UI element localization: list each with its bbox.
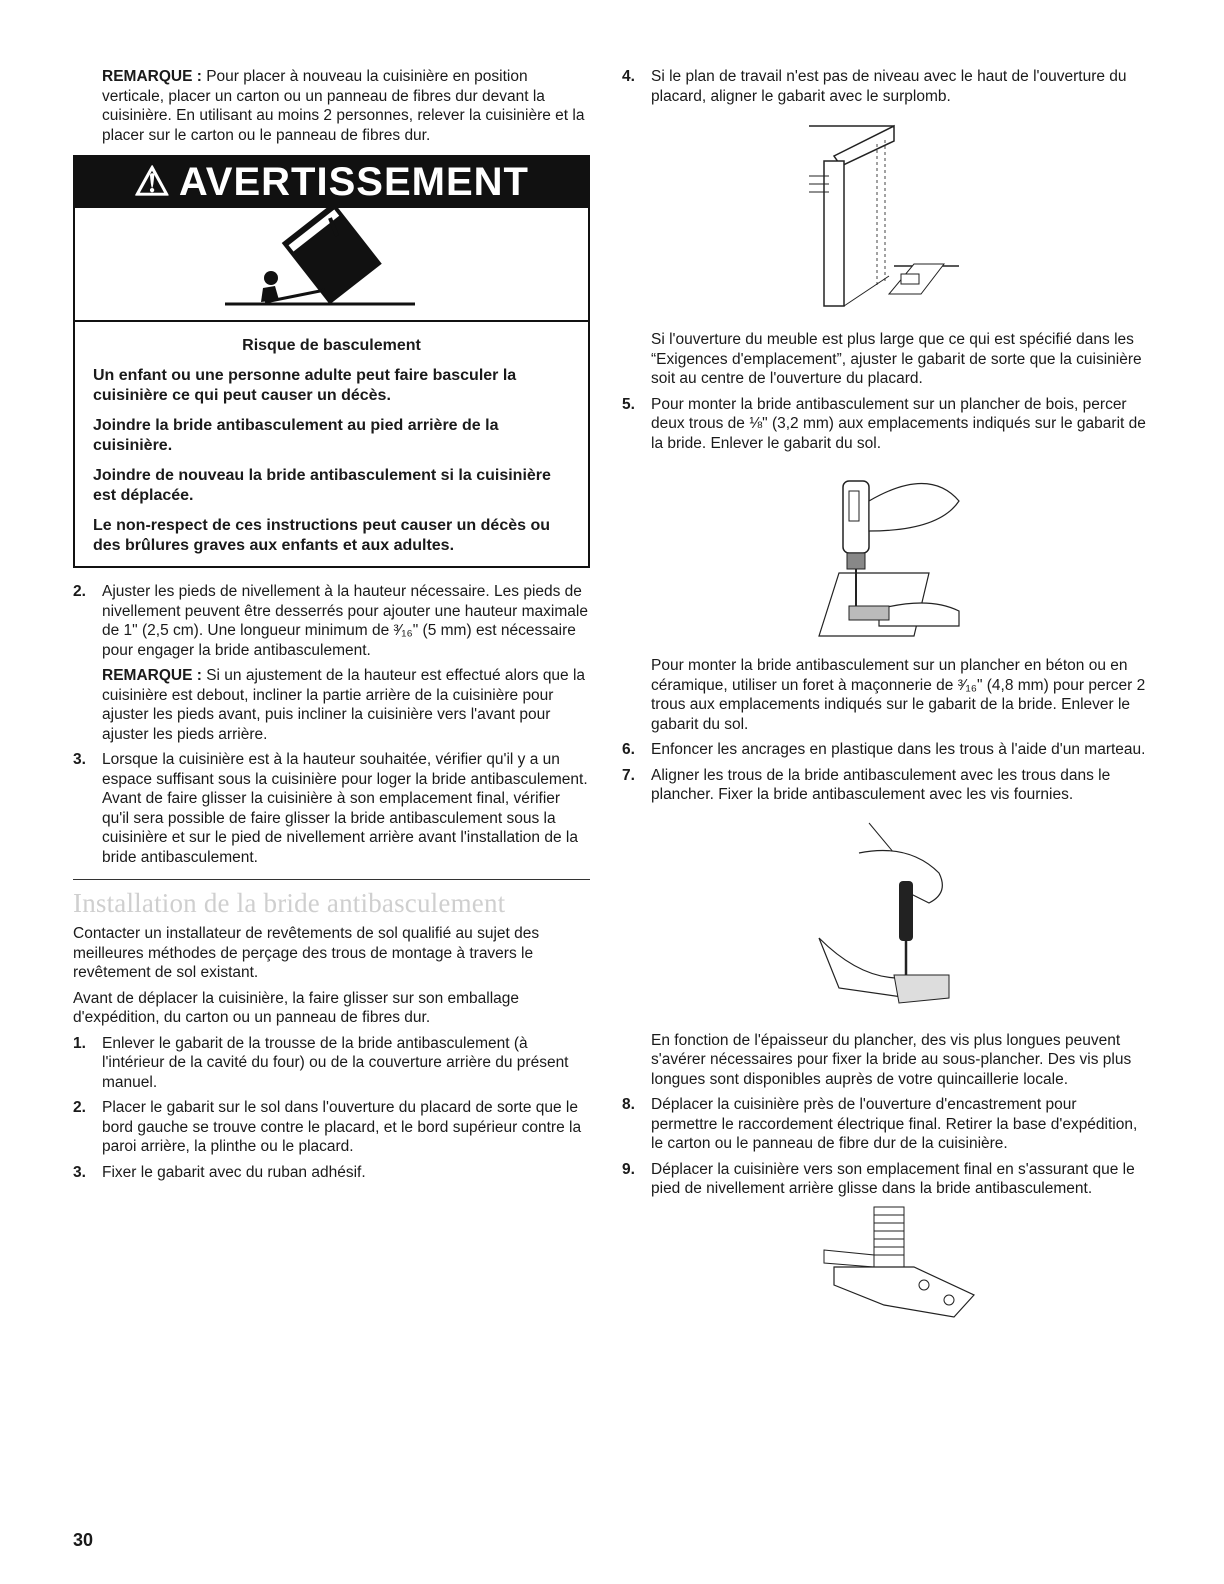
warning-header xyxy=(75,157,588,208)
left-column xyxy=(73,67,590,1188)
step-6 xyxy=(622,740,1147,760)
screwdriver-illustration xyxy=(799,813,999,1013)
step-number: 7. xyxy=(622,766,635,784)
warning-heading: AVERTISSEMENT xyxy=(178,159,529,204)
step-note: En fonction de l'épaisseur du plancher, des vis plus longues peuvent s'avérer nécessaires pour fixer la bride au sous-plancher. Des vis plus longues sont disponibles auprès de votre quincaillerie locale. xyxy=(651,1031,1132,1088)
step-number: 6. xyxy=(622,741,635,758)
page-number: 30 xyxy=(73,1530,94,1550)
step-number: 1. xyxy=(73,1034,86,1052)
warning-box xyxy=(73,155,590,568)
step-4 xyxy=(622,67,1147,389)
warning-line: Joindre la bride antibasculement au pied arrière de la cuisinière. xyxy=(93,417,499,454)
intro-paragraph: Contacter un installateur de revêtements de sol qualifié au sujet des meilleures méthodes de perçage des trous de montage à travers le revêtement de sol existant. xyxy=(73,925,540,981)
step-text: Si le plan de travail n'est pas de niveau avec le haut de l'ouverture du placard, aligner le gabarit avec le surplomb. xyxy=(651,68,1127,105)
section-divider xyxy=(73,879,590,880)
step-number: 5. xyxy=(622,395,635,413)
step-text: Ajuster les pieds de nivellement à la hauteur nécessaire. Les pieds de nivellement peuvent être desserrés pour ajouter une hauteur maximale de 1" (2,5 cm). Une longueur minimum de ³⁄₁₆" (5 mm) est nécessaire pour engager la bride antibasculement. xyxy=(102,583,588,659)
step-text: Lorsque la cuisinière est à la hauteur souhaitée, vérifier qu'il y a un espace suffisant sous la cuisinière pour loger la bride antibasculement. Avant de faire glisser la cuisinière à son emplacement final, vérifier qu'il sera possible de faire glisser la bride antibasculement sous la cuisinière et sur le pied de nivellement arrière avant l'installation de la bride antibasculement. xyxy=(102,751,588,866)
step-text: Déplacer la cuisinière près de l'ouverture d'encastrement pour permettre le raccordement électrique final. Retirer la base d'expédition, le carton ou le panneau de fibre dur de la cuisinière. xyxy=(651,1096,1138,1152)
section-title: Installation de la bride antibasculement xyxy=(73,888,506,918)
remarque-text: Si un ajustement de la hauteur est effectué alors que la cuisinière est debout, incliner la partie arrière de la cuisinière pour ajuster les pieds avant, puis incliner la cuisinière vers l'avant pour ajuster les pieds arrière. xyxy=(102,667,586,743)
step-text: Pour monter la bride antibasculement sur un plancher de bois, percer deux trous de ⅛" (3,2 mm) aux emplacements indiqués sur le gabarit de la bride. Enlever le gabarit du sol. xyxy=(651,395,1146,452)
warning-body xyxy=(75,322,588,566)
remarque-note xyxy=(102,67,590,145)
step-3 xyxy=(73,750,590,867)
tipping-range-icon xyxy=(75,208,588,320)
step-7 xyxy=(622,766,1147,1090)
step-text: Enlever le gabarit de la trousse de la bride antibasculement (à l'intérieur de la cavité du four) ou de la couverture arrière du présent manuel. xyxy=(102,1034,569,1091)
right-column xyxy=(622,67,1147,1336)
warning-line: Le non-respect de ces instructions peut causer un décès ou des brûlures graves aux enfants et aux adultes. xyxy=(93,517,551,554)
step-5 xyxy=(622,395,1147,735)
step-text: Fixer le gabarit avec du ruban adhésif. xyxy=(102,1163,366,1181)
step-text: Placer le gabarit sur le sol dans l'ouverture du placard de sorte que le bord gauche se trouve contre le placard, et le bord supérieur contre la paroi arrière, la plinthe ou le placard. xyxy=(102,1099,582,1155)
step-number: 3. xyxy=(73,751,86,768)
install-step-1 xyxy=(73,1034,590,1093)
remarque-text: Pour placer à nouveau la cuisinière en position verticale, placer un carton ou un panneau de fibres dur devant la cuisinière. En utilisant au moins 2 personnes, relever la cuisinière et la placer sur le carton ou le panneau de fibres dur. xyxy=(102,68,585,144)
step-text: Enfoncer les ancrages en plastique dans les trous à l'aide d'un marteau. xyxy=(651,741,1146,758)
remarque-label: REMARQUE : xyxy=(102,667,202,684)
warning-line: Joindre de nouveau la bride antibasculement si la cuisinière est déplacée. xyxy=(93,467,551,504)
step-note xyxy=(102,666,590,744)
warning-title: Risque de basculement xyxy=(242,337,421,354)
step-number: 2. xyxy=(73,1099,86,1116)
step-number: 3. xyxy=(73,1163,86,1181)
step-number: 4. xyxy=(622,68,635,85)
step-2 xyxy=(73,582,590,744)
step-number: 2. xyxy=(73,583,86,600)
step-8 xyxy=(622,1095,1147,1154)
install-step-3 xyxy=(73,1163,590,1183)
step-number: 8. xyxy=(622,1096,635,1113)
step-number: 9. xyxy=(622,1160,635,1178)
tip-over-illustration xyxy=(75,208,588,322)
leveling-foot-bracket-illustration xyxy=(814,1205,984,1330)
step-note: Si l'ouverture du meuble est plus large que ce qui est spécifié dans les “Exigences d'emplacement”, ajuster le gabarit de sorte que la cuisinière soit au centre de l'ouverture du placard. xyxy=(651,331,1142,387)
step-text: Déplacer la cuisinière vers son emplacement final en s'assurant que le pied de nivellement arrière glisse dans la bride antibasculement. xyxy=(651,1160,1135,1197)
warning-line: Un enfant ou une personne adulte peut faire basculer la cuisinière ce qui peut causer un décès. xyxy=(93,367,517,404)
intro-paragraph: Avant de déplacer la cuisinière, la faire glisser sur son emballage d'expédition, du carton ou un panneau de fibres dur. xyxy=(73,989,520,1026)
install-step-2 xyxy=(73,1098,590,1157)
cabinet-template-illustration xyxy=(799,116,999,316)
warning-triangle-icon: ⚠ xyxy=(134,159,171,204)
step-note: Pour monter la bride antibasculement sur un plancher en béton ou en céramique, utiliser un foret à maçonnerie de ³⁄₁₆" (4,8 mm) pour percer 2 trous aux emplacements indiqués sur le gabarit de la bride. Enlever le gabarit du sol. xyxy=(651,657,1146,733)
step-9 xyxy=(622,1160,1147,1330)
step-text: Aligner les trous de la bride antibasculement avec les trous dans le plancher. Fixer la bride antibasculement avec les vis fournies. xyxy=(651,766,1111,803)
drill-illustration xyxy=(809,461,989,646)
remarque-label: REMARQUE : xyxy=(102,68,202,85)
